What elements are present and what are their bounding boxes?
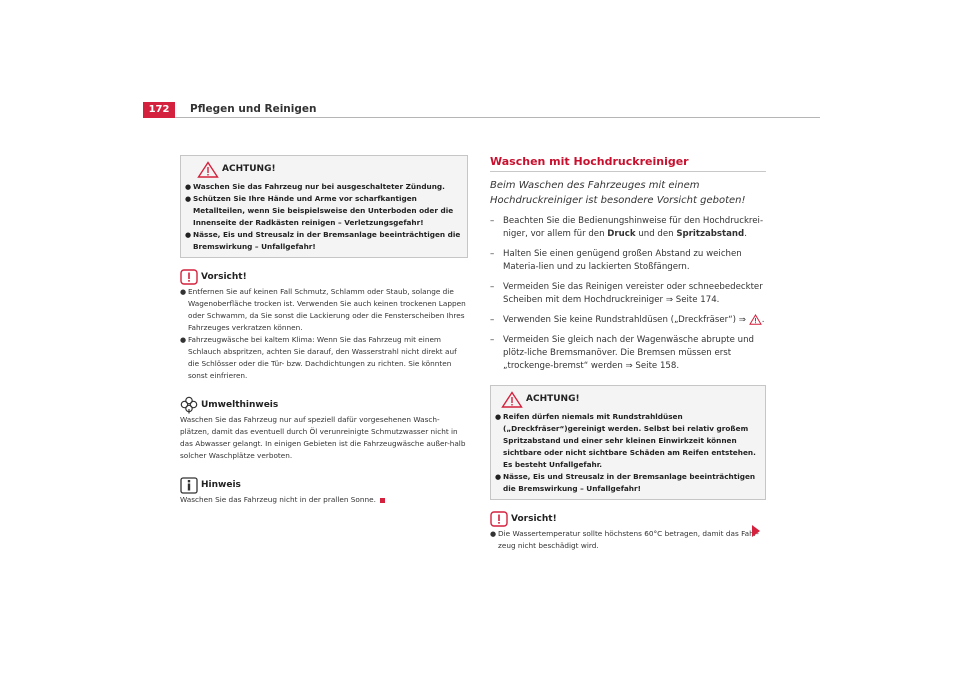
note-info-icon bbox=[180, 477, 198, 494]
list-item: – Vermeiden Sie das Reinigen vereister oder schneebedeckter Scheiben mit dem Hochdruckreiniger ⇒ Seite 174. bbox=[490, 282, 763, 305]
caution-heading: Vorsicht! bbox=[201, 272, 247, 282]
warning-heading-row bbox=[185, 160, 463, 178]
right-column bbox=[490, 155, 766, 552]
list-item: – Vermeiden Sie gleich nach der Wagenwäsche abrupte und plötz-liche Bremsmanöver. Die Bremsen müssen erst „trockenge-bremst“ werden ⇒ Seite 158. bbox=[490, 335, 755, 371]
warning-item: ● Waschen Sie das Fahrzeug nur bei ausgeschalteter Zündung. bbox=[185, 182, 445, 191]
warning-heading-row bbox=[495, 390, 761, 408]
page-header-title: Pflegen und Reinigen bbox=[190, 103, 317, 115]
note-heading: Hinweis bbox=[201, 480, 241, 490]
list-item: – Beachten Sie die Bedienungshinweise für den Hochdruckrei-niger, vor allem für den Druck und den Spritzabstand. bbox=[490, 216, 764, 239]
section-title: Waschen mit Hochdruckreiniger bbox=[490, 155, 766, 172]
caution-exclamation-icon bbox=[180, 269, 198, 285]
left-column bbox=[180, 155, 468, 506]
list-item: – Verwenden Sie keine Rundstrahldüsen („Dreckfräser“) ⇒ . bbox=[490, 315, 765, 325]
environment-flower-icon bbox=[180, 396, 198, 414]
caution-item: ● Fahrzeugwäsche bei kaltem Klima: Wenn Sie das Fahrzeug mit einem Schlauch abspritzen, achten Sie darauf, den Wasserstrahl nicht direkt auf die Schlösser oder die Tür- bzw. Dachdichtungen zu richten. Sie könnten sonst einfrieren. bbox=[180, 335, 457, 380]
section-lead: Beim Waschen des Fahrzeuges mit einem Hochdruckreiniger ist besondere Vorsicht geboten! bbox=[490, 180, 746, 206]
warning-item: ● Nässe, Eis und Streusalz in der Bremsanlage beeinträchtigen die Bremswirkung – Unfallgefahr! bbox=[495, 472, 756, 493]
warning-triangle-icon bbox=[749, 314, 762, 325]
list-item: – Halten Sie einen genügend großen Abstand zu weichen Materia-lien und zu lackierten Stoßfängern. bbox=[490, 249, 742, 272]
warning-heading: ACHTUNG! bbox=[222, 164, 276, 174]
note-text: Waschen Sie das Fahrzeug nicht in der prallen Sonne. bbox=[180, 494, 468, 506]
note-heading-row bbox=[180, 476, 468, 494]
warning-box bbox=[180, 155, 468, 258]
header-rule bbox=[175, 117, 820, 118]
warning-heading: ACHTUNG! bbox=[526, 394, 580, 404]
warning-triangle-icon bbox=[501, 391, 523, 408]
caution-heading-row bbox=[490, 510, 766, 528]
environment-heading: Umwelthinweis bbox=[201, 400, 279, 410]
caution-item: ● Die Wassertemperatur sollte höchstens 60°C betragen, damit das Fahr-zeug nicht beschädigt wird. bbox=[490, 529, 759, 550]
warning-triangle-icon bbox=[197, 161, 219, 178]
warning-box bbox=[490, 385, 766, 500]
environment-text: Waschen Sie das Fahrzeug nur auf speziell dafür vorgesehenen Wasch-plätzen, damit das eventuell durch Öl verunreinigte Schmutzwasser nicht in das Abwasser gelangt. In einigen Gebieten ist die Fahrzeugwäsche außer-halb solcher Waschplätze verboten. bbox=[180, 415, 466, 460]
page-number: 172 bbox=[143, 102, 175, 118]
environment-heading-row bbox=[180, 396, 468, 414]
end-of-section-marker bbox=[380, 498, 385, 503]
next-page-arrow-icon[interactable] bbox=[752, 525, 760, 537]
caution-heading: Vorsicht! bbox=[511, 514, 557, 524]
warning-item: ● Reifen dürfen niemals mit Rundstrahldüsen („Dreckfräser“)gereinigt werden. Selbst bei relativ großem Spritzabstand und einer sehr kleinen Einwirkzeit können sichtbare oder nicht sichtbare Schäden am Reifen entstehen. Es besteht Unfallgefahr. bbox=[495, 412, 756, 469]
warning-item: ● Schützen Sie Ihre Hände und Arme vor scharfkantigen Metallteilen, wenn Sie beispielsweise den Unterboden oder die Innenseite der Radkästen reinigen – Verletzungsgefahr! bbox=[185, 194, 454, 227]
caution-item: ● Entfernen Sie auf keinen Fall Schmutz, Schlamm oder Staub, solange die Wagenoberfläche trocken ist. Verwenden Sie auch keinen trockenen Lappen oder Schwamm, da Sie sonst die Lackierung oder die Fensterscheiben Ihres Fahrzeuges verkratzen können. bbox=[180, 287, 466, 332]
caution-heading-row bbox=[180, 268, 468, 286]
warning-item: ● Nässe, Eis und Streusalz in der Bremsanlage beeinträchtigen die Bremswirkung – Unfallgefahr! bbox=[185, 230, 461, 251]
caution-exclamation-icon bbox=[490, 511, 508, 527]
